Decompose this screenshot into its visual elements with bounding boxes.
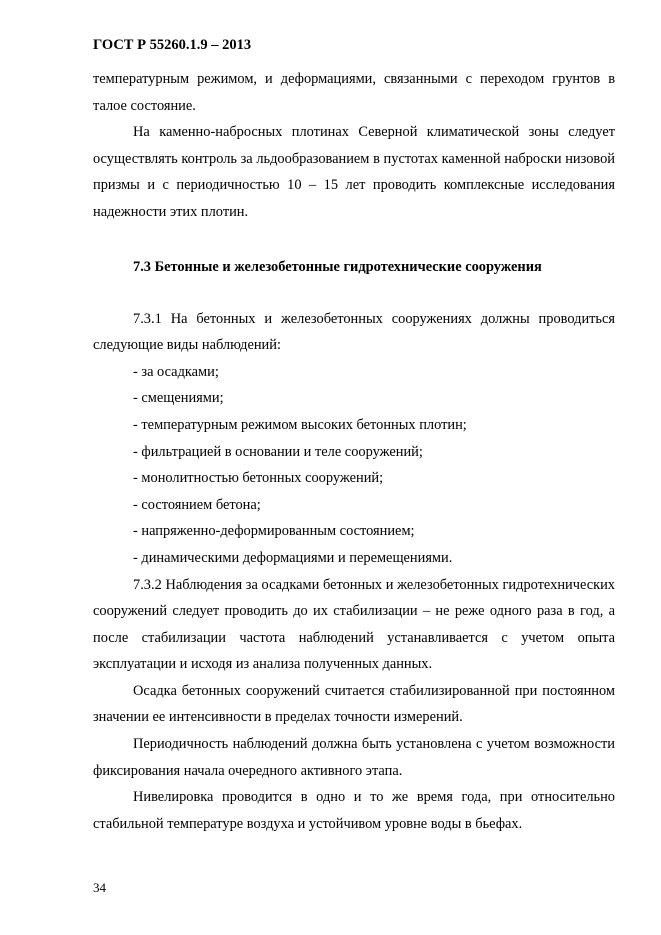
paragraph-leveling: Нивелировка проводится в одно и то же время года, при относительно стабильной температуре воздуха и устойчивом уровне воды в бьефах. bbox=[93, 789, 615, 832]
list-item: - монолитностью бетонных сооружений; bbox=[133, 470, 384, 487]
clause-7-3-1-intro: 7.3.1 На бетонных и железобетонных сооружениях должны проводиться следующие виды наблюдений: bbox=[93, 310, 615, 354]
paragraph-rockfill-dams: На каменно-набросных плотинах Северной климатической зоны следует осуществлять контроль за льдообразованием в пустотах каменной наброски низовой призмы и с периодичностью 10 – 15 лет проводить комплексные исследования надежности этих плотин. bbox=[93, 124, 615, 220]
list-item: - температурным режимом высоких бетонных плотин; bbox=[133, 416, 467, 433]
paragraph-continuation: температурным режимом, и деформациями, связанными с переходом грунтов в талое состояние. bbox=[93, 71, 615, 114]
paragraph-observation-frequency: Периодичность наблюдений должна быть установлена с учетом возможности фиксирования начала очередного активного этапа. bbox=[93, 736, 615, 779]
list-item: - состоянием бетона; bbox=[133, 496, 261, 513]
document-page bbox=[93, 36, 615, 837]
clause-7-3-2: 7.3.2 Наблюдения за осадками бетонных и железобетонных гидротехнических сооружений следует проводить до их стабилизации – не реже одного раза в год, а после стабилизации частота наблюдений устанавливается с учетом опыта эксплуатации и исходя из анализа полученных данных. bbox=[93, 576, 615, 673]
list-item: - за осадками; bbox=[133, 363, 219, 380]
page-number: 34 bbox=[93, 880, 106, 895]
list-item: - смещениями; bbox=[133, 390, 224, 407]
list-item: - напряженно-деформированным состоянием; bbox=[133, 523, 415, 540]
paragraph-settlement-stabilized: Осадка бетонных сооружений считается стабилизированной при постоянном значении ее интенсивности в пределах точности измерений. bbox=[93, 682, 615, 726]
observation-types-list bbox=[93, 359, 615, 572]
list-item: - фильтрацией в основании и теле сооружений; bbox=[133, 443, 423, 460]
document-header: ГОСТ Р 55260.1.9 – 2013 bbox=[93, 37, 252, 53]
section-heading: 7.3 Бетонные и железобетонные гидротехнические сооружения bbox=[133, 258, 542, 275]
list-item: - динамическими деформациями и перемещениями. bbox=[133, 549, 453, 566]
